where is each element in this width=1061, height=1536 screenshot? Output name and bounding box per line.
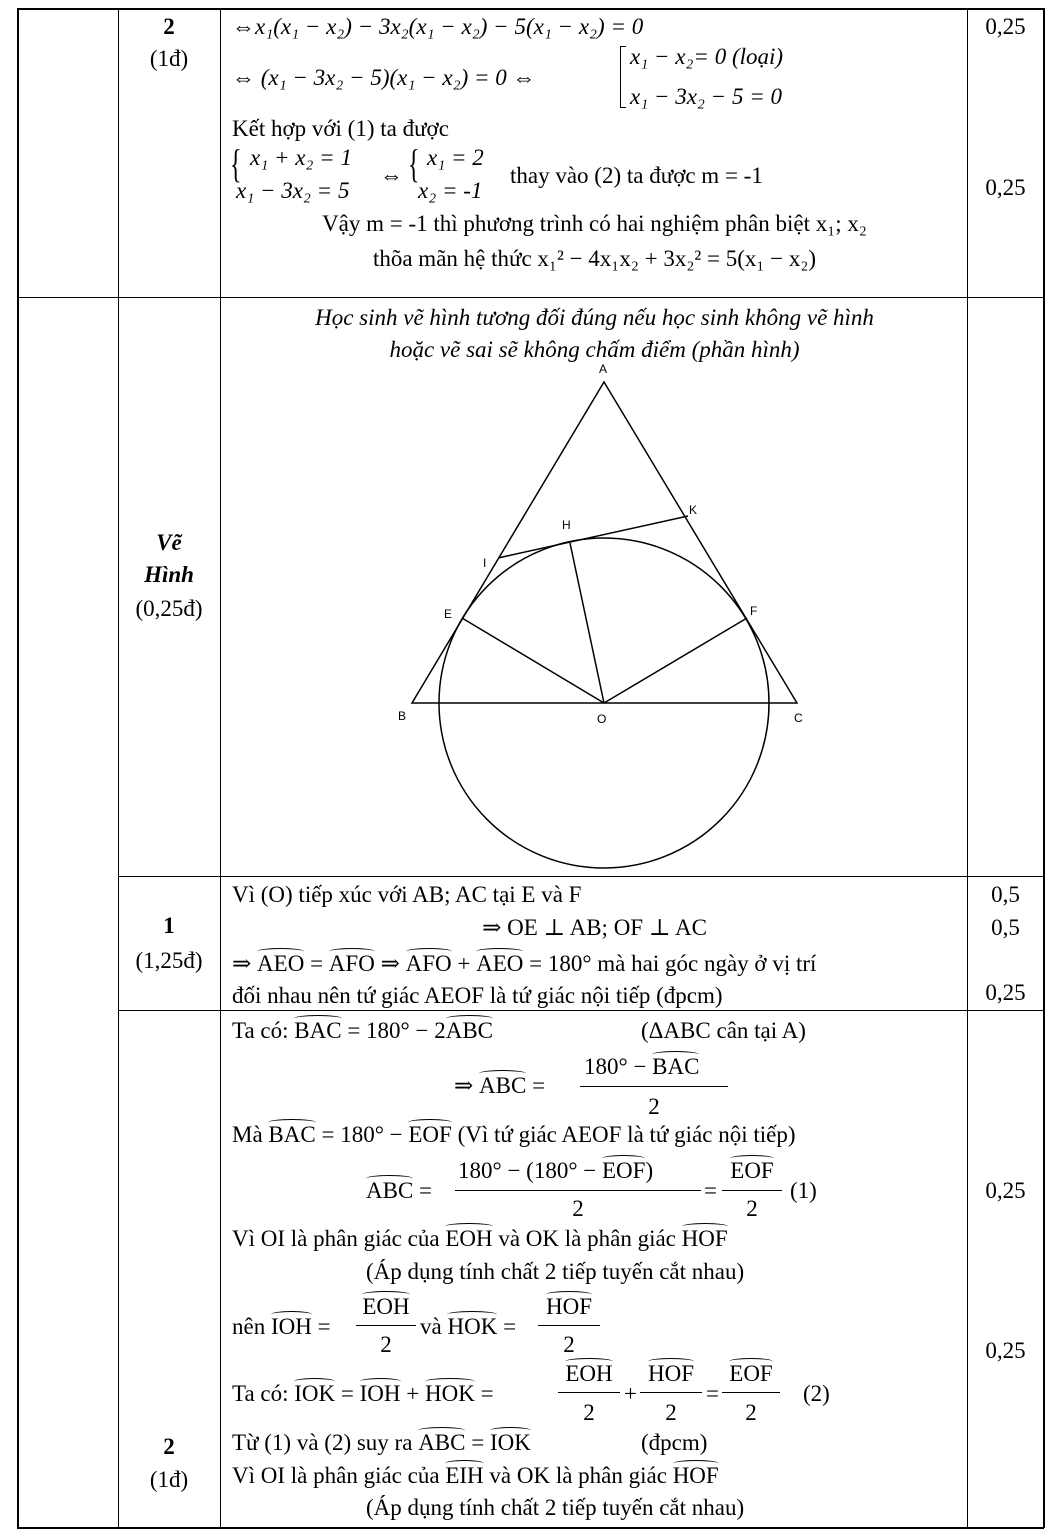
proof-text: (Vì tứ giác AEOF là tứ giác nội tiếp) [457,1122,796,1147]
system-brace: { [230,141,242,186]
angle: EOF [602,1158,646,1183]
system-equation: x₁ − 3x₂ = 5 [236,178,350,203]
score: 0,25 [985,1178,1026,1203]
fraction-denominator: 2 [746,1196,758,1221]
fraction-numerator [458,1158,653,1184]
part-points-label: (1đ) [149,1467,189,1492]
grading-note: hoặc vẽ sai sẽ không chấm điểm (phần hình) [389,337,800,362]
fraction-bar [455,1190,701,1191]
fraction-denominator: 2 [648,1094,660,1119]
fraction-numerator [584,1054,699,1080]
fraction-bar [722,1392,780,1393]
score: 0,25 [985,175,1026,200]
proof-text: và [420,1314,442,1339]
proof-line [454,1073,545,1099]
point-label-i: I [483,556,487,570]
angle: HOK [447,1314,498,1339]
point-label-c: C [794,711,803,725]
figure-section-label: Hình [144,562,194,587]
case-equation: x₁ − x₂= 0 (loại) [630,44,784,69]
angle: AFO [405,951,452,976]
angle: HOF [545,1294,592,1319]
symbol: + [624,1381,637,1406]
symbol: = [704,1178,717,1203]
equation-tag: (1) [790,1178,817,1203]
fraction-bar [640,1392,702,1393]
symbol: = [706,1381,719,1406]
proof-note: (ΔABC cân tại A) [641,1018,806,1043]
system-equation: x₁ = 2 [427,145,484,170]
fraction-bar [580,1086,728,1087]
fraction-denominator: 2 [665,1400,677,1425]
proof-text: Từ (1) và (2) suy ra [232,1430,413,1455]
point-label-k: K [689,503,698,517]
equation-line: ⇔x₁(x₁ − x₂) − 3x₂(x₁ − x₂) − 5(x₁ − x₂) = 0 [232,14,644,39]
fraction-bar [558,1392,620,1393]
angle: HOF [681,1226,728,1251]
proof-text: Ta có: [232,1018,289,1043]
fraction-numerator [538,1294,600,1320]
grading-note: Học sinh vẽ hình tương đối đúng nếu học sinh không vẽ hình [315,305,874,330]
proof-note: (Áp dụng tính chất 2 tiếp tuyến cắt nhau) [366,1495,745,1520]
proof-text: 180° − (180° − [458,1158,597,1183]
angle: EOF [408,1122,452,1147]
fraction-bar [538,1325,600,1326]
point-label-f: F [750,604,758,618]
angle: HOF [672,1463,719,1488]
proof-text: và OK là phân giác [498,1226,676,1251]
triangle-abc [412,382,797,703]
case-equation: x₁ − 3x₂ − 5 = 0 [630,84,782,109]
proof-line [232,1018,493,1044]
segment-oe [462,618,604,703]
point-label-e: E [444,607,453,621]
angle: EOH [565,1361,613,1386]
symbol: ⇒ [380,951,400,976]
angle: EOH [362,1294,410,1319]
part-number-label: 2 [163,14,175,39]
proof-line [232,951,816,977]
proof-line [232,1430,531,1456]
fraction-numerator [722,1158,782,1184]
proof-text: = 180° mà hai góc ngày ở vị trí [529,951,817,976]
proof-line [420,1314,516,1340]
symbol: + [457,951,471,976]
score: 0,5 [991,915,1020,940]
symbol: = [317,1314,331,1339]
angle: BAC [294,1018,342,1043]
proof-text: = 180° − 2 [347,1018,446,1043]
score: 0,5 [991,882,1020,907]
angle: AFO [328,951,375,976]
score: 0,25 [985,980,1026,1005]
proof-line [232,1314,331,1340]
fraction-denominator: 2 [380,1332,392,1357]
segment-of [604,618,747,703]
angle: EOH [445,1226,493,1251]
fraction-denominator: 2 [563,1332,575,1357]
proof-text: và OK là phân giác [489,1463,667,1488]
angle: EOF [730,1158,774,1183]
system-brace: { [408,141,420,186]
proof-text: Vì OI là phân giác của [232,1463,440,1488]
text-line: thay vào (2) ta được m = -1 [510,163,763,188]
symbol: = [471,1430,485,1455]
angle: BAC [652,1054,700,1079]
symbol: = [310,951,324,976]
tangent-ik [498,516,688,558]
symbol: = [340,1381,354,1406]
text-line: Vậy m = -1 thì phương trình có hai nghiệm phân biệt x₁; x₂ [322,211,867,236]
fraction-numerator [640,1361,702,1387]
proof-text: Mà [232,1122,263,1147]
proof-text: Vì OI là phân giác của [232,1226,440,1251]
proof-text: Ta có: [232,1381,289,1406]
part-points-label: (1,25đ) [135,948,203,973]
equivalence-arrow: ⇔ [380,163,403,188]
system-equation: x₁ + x₂ = 1 [250,145,352,170]
point-label-o: O [597,712,607,726]
equation-tag: (2) [803,1381,830,1406]
fraction-numerator [356,1294,416,1320]
angle: HOK [425,1381,475,1406]
point-label-b: B [398,709,407,723]
equation-line: ⇔ (x₁ − 3x₂ − 5)(x₁ − x₂) = 0 ⇔ [232,65,536,90]
proof-text: 180° − [584,1054,647,1079]
angle: BAC [268,1122,316,1147]
proof-note: (đpcm) [641,1430,708,1455]
segment-oh [570,543,604,703]
angle: ABC [445,1018,493,1043]
angle: EOF [729,1361,773,1386]
angle: HOF [647,1361,694,1386]
angle: IOH [270,1314,312,1339]
proof-line [232,1226,728,1252]
fraction-denominator: 2 [583,1400,595,1425]
point-label-h: H [562,518,571,532]
proof-text: = 180° − [321,1122,403,1147]
angle: IOH [359,1381,401,1406]
proof-text: nên [232,1314,266,1339]
fraction-bar [722,1190,782,1191]
score: 0,25 [985,14,1026,39]
angle: ABC [418,1430,466,1455]
angle: AEO [257,951,305,976]
proof-note: (Áp dụng tính chất 2 tiếp tuyến cắt nhau) [366,1259,745,1284]
score: 0,25 [985,1338,1026,1363]
figure-section-label: Vẽ [156,530,182,555]
angle: AEO [476,951,524,976]
proof-line [366,1178,432,1204]
proof-line [232,1122,795,1148]
angle: ABC [366,1178,414,1203]
proof-text: ) [645,1158,654,1183]
text-line: Kết hợp với (1) ta được [232,116,449,141]
angle: IOK [294,1381,336,1406]
part-points-label: (1đ) [149,46,189,71]
figure-points-label: (0,25đ) [135,596,203,621]
fraction-denominator: 2 [572,1196,584,1221]
part-number-label: 1 [163,913,175,938]
system-equation: x₂ = -1 [418,178,483,203]
symbol: = [503,1314,517,1339]
proof-line: đối nhau nên tứ giác AEOF là tứ giác nội tiếp (đpcm) [232,983,723,1008]
part-number-label: 2 [163,1434,175,1459]
angle: ABC [479,1073,527,1098]
symbol: ⇒ [232,951,252,976]
symbol: ⇒ [454,1073,474,1098]
symbol: = [480,1381,494,1406]
fraction-bar [356,1325,416,1326]
proof-line [232,1381,494,1407]
fraction-numerator [722,1361,780,1387]
symbol: = [419,1178,433,1203]
text-line: thõa mãn hệ thức x₁² − 4x₁x₂ + 3x₂² = 5(x₁ − x₂) [372,246,817,271]
proof-line: ⇒ OE ⊥ AB; OF ⊥ AC [482,915,707,940]
fraction-numerator [558,1361,620,1387]
symbol: = [532,1073,546,1098]
fraction-denominator: 2 [745,1400,757,1425]
angle: EIH [445,1463,484,1488]
proof-line: Vì (O) tiếp xúc với AB; AC tại E và F [232,882,582,907]
angle: IOK [489,1430,531,1455]
symbol: + [406,1381,420,1406]
proof-line [232,1463,719,1489]
point-label-a: A [599,362,608,376]
